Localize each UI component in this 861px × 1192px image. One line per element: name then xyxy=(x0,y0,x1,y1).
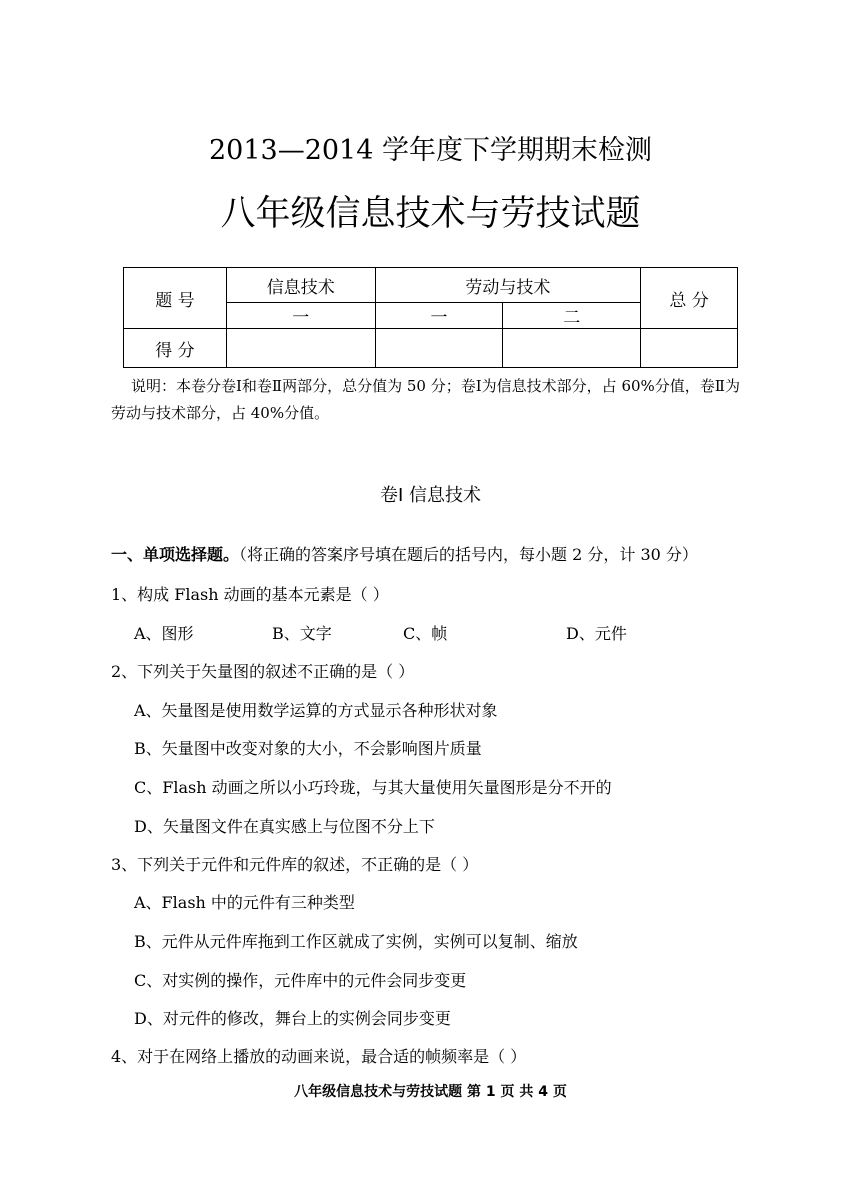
exam-instructions: 说明：本卷分卷Ⅰ和卷Ⅱ两部分，总分值为 50 分；卷Ⅰ为信息技术部分，占 60%分值，卷Ⅱ为劳动与技术部分，占 40%分值。 xyxy=(111,377,740,422)
exam-subject-title: 八年级信息技术与劳技试题 xyxy=(220,194,641,234)
section-title: 卷Ⅰ 信息技术 xyxy=(379,485,482,506)
question-option: D、对元件的修改，舞台上的实例会同步变更 xyxy=(134,1009,451,1028)
question-option: A、矢量图是使用数学运算的方式显示各种形状对象 xyxy=(134,701,498,720)
question-option: A、Flash 中的元件有三种类型 xyxy=(134,893,355,912)
question-option: B、元件从元件库拖到工作区就成了实例，实例可以复制、缩放 xyxy=(134,932,578,951)
question-option: D、元件 xyxy=(566,624,627,643)
question-stem: 2、下列关于矢量图的叙述不正确的是（ ） xyxy=(111,662,415,681)
part-heading-rest: （将正确的答案序号填在题后的括号内，每小题 2 分，计 30 分） xyxy=(239,545,698,564)
part-heading xyxy=(111,542,698,565)
question-option: B、矢量图中改变对象的大小，不会影响图片质量 xyxy=(134,739,482,758)
row-label-question-number: 题 号 xyxy=(124,268,227,329)
score-cell-labor-1 xyxy=(375,329,503,368)
header-labor-tech: 劳动与技术 xyxy=(375,268,641,303)
question-stem: 1、构成 Flash 动画的基本元素是（ ） xyxy=(111,585,389,604)
question-option: C、帧 xyxy=(403,624,448,643)
score-cell-labor-2 xyxy=(503,329,641,368)
score-table xyxy=(123,267,738,368)
part-heading-bold: 一、单项选择题。 xyxy=(111,545,240,564)
question-stem: 3、下列关于元件和元件库的叙述，不正确的是（ ） xyxy=(111,855,479,874)
sub-header-labor-part-1: 一 xyxy=(375,303,503,329)
row-label-score: 得 分 xyxy=(124,329,227,368)
header-total: 总 分 xyxy=(641,268,738,329)
question-stem: 4、对于在网络上播放的动画来说，最合适的帧频率是（ ） xyxy=(111,1047,527,1066)
question-option: A、图形 xyxy=(134,624,194,643)
exam-period-title: 2013—2014 学年度下学期期末检测 xyxy=(208,135,652,166)
question-option: D、矢量图文件在真实感上与位图不分上下 xyxy=(134,817,435,836)
sub-header-labor-part-2: 二 xyxy=(503,303,641,329)
score-cell-total xyxy=(641,329,738,368)
score-cell-info xyxy=(226,329,375,368)
question-option: C、对实例的操作，元件库中的元件会同步变更 xyxy=(134,971,467,990)
question-option: C、Flash 动画之所以小巧玲珑，与其大量使用矢量图形是分不开的 xyxy=(134,778,612,797)
page-footer: 八年级信息技术与劳技试题 第 1 页 共 4 页 xyxy=(294,1084,567,1100)
header-info-tech: 信息技术 xyxy=(226,268,375,303)
question-option: B、文字 xyxy=(272,624,332,643)
sub-header-info-part-1: 一 xyxy=(226,303,375,329)
